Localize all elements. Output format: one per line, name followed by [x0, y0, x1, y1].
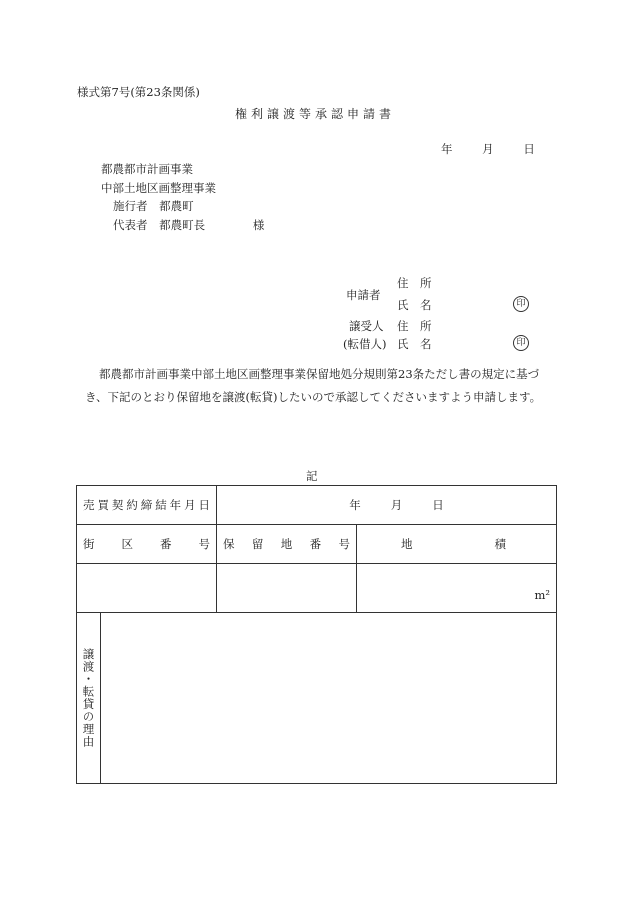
form-number: 様式第7号(第23条関係) [77, 85, 200, 99]
transferee-label-alt: (転借人) [343, 337, 387, 351]
reserved-lot-label: 保 留 地 番 号 [223, 537, 350, 551]
date-year: 年 [441, 142, 453, 156]
block-number-label: 街 区 番 号 [83, 537, 210, 551]
representative-value: 都農町長 [159, 218, 206, 232]
contract-day: 日 [432, 498, 444, 512]
honorific: 様 [252, 218, 265, 232]
contract-date-label: 売 買 契 約 締 結 年 月 日 [83, 498, 210, 512]
reserved-lot-input[interactable] [217, 564, 357, 613]
contract-month: 月 [390, 498, 403, 512]
representative-label: 代表者 [113, 218, 148, 232]
area-label: 地 積 [401, 537, 506, 551]
applicant-seal-icon: 印 [513, 296, 529, 312]
area-unit: m² [534, 588, 550, 602]
executor-label: 施行者 [113, 199, 148, 213]
addressee-line2: 中部土地区画整理事業 [101, 181, 216, 195]
application-details-table [76, 485, 557, 784]
applicant-label: 申請者 [346, 288, 381, 302]
reason-label: 譲渡・転貸の理由 [81, 648, 96, 748]
date-month: 月 [482, 142, 494, 156]
reason-label-cell [77, 613, 101, 784]
contract-date-label-cell [77, 486, 217, 525]
transferee-label: 譲受人 [349, 319, 384, 333]
executor-value: 都農町 [159, 199, 194, 213]
date-day: 日 [523, 142, 535, 156]
representative-line [113, 217, 264, 233]
block-number-header [77, 525, 217, 564]
contract-date-value-cell[interactable] [217, 486, 557, 525]
applicant-name-label: 氏 名 [397, 298, 432, 312]
block-number-input[interactable] [77, 564, 217, 613]
application-body-text: 都農都市計画事業中部土地区画整理事業保留地処分規則第23条ただし書の規定に基づき、下記のとおり保留地を譲渡(転貸)したいので承認してくださいますよう申請します。 [85, 367, 542, 404]
contract-year: 年 [349, 498, 361, 512]
transferee-name-label: 氏 名 [397, 337, 432, 351]
transferee-address-label: 住 所 [397, 319, 432, 333]
area-input[interactable] [357, 564, 557, 613]
area-header [357, 525, 557, 564]
document-title: 権利譲渡等承認申請書 [234, 107, 395, 121]
application-date [441, 141, 535, 157]
reason-input[interactable] [101, 613, 557, 784]
ki-heading: 記 [306, 469, 318, 483]
addressee-line1: 都農都市計画事業 [101, 162, 193, 176]
applicant-address-label: 住 所 [397, 276, 432, 290]
executor-line [113, 198, 194, 214]
reserved-lot-header [217, 525, 357, 564]
transferee-seal-icon: 印 [513, 335, 529, 351]
contract-date-value [217, 497, 556, 513]
